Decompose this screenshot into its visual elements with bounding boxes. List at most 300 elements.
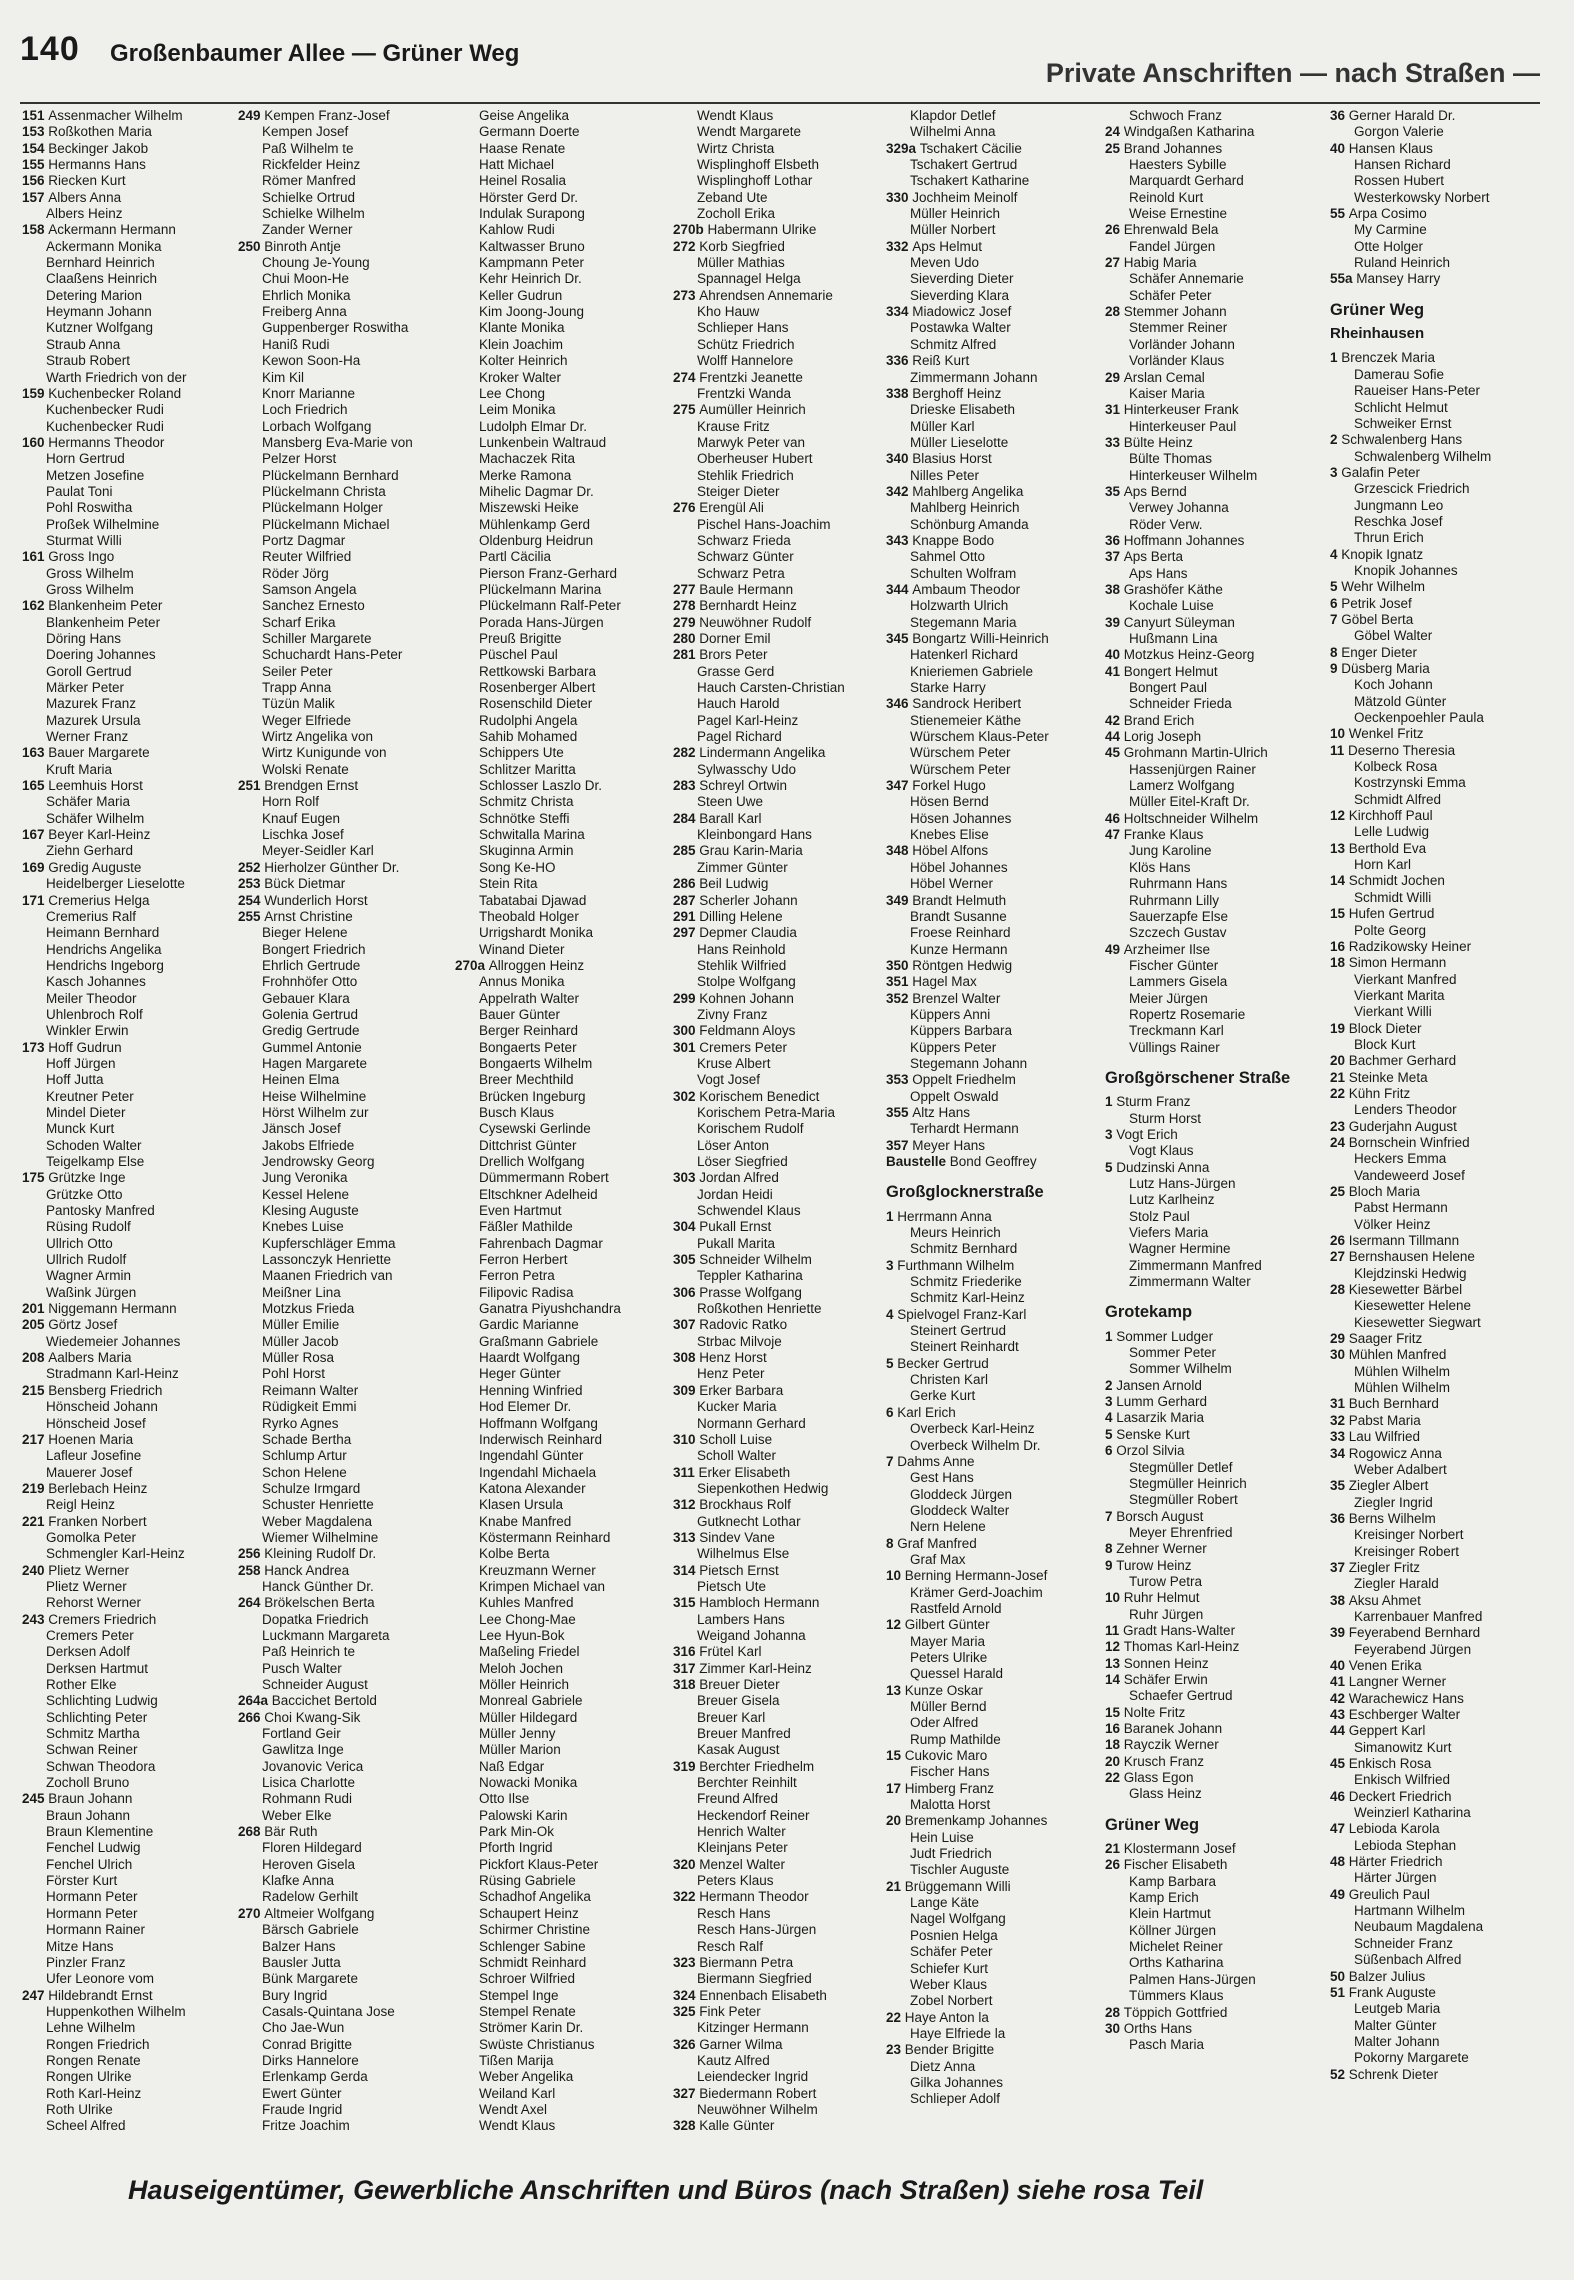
directory-entry (673, 1350, 888, 1366)
resident-name: Schmitz Christa (479, 794, 574, 810)
resident-name: Gutknecht Lothar (697, 1513, 801, 1529)
resident-name: Herrmann Anna (897, 1208, 992, 1224)
resident-name: Frank Auguste (1348, 1984, 1436, 2000)
directory-entry (1330, 1053, 1545, 1069)
resident-name: Schade Bertha (262, 1431, 352, 1447)
directory-entry (238, 762, 453, 778)
house-number: 51 (1330, 1984, 1349, 2000)
directory-entry (886, 1977, 1101, 1993)
resident-name: Orths Hans (1123, 2020, 1193, 2036)
directory-entry (673, 647, 888, 663)
house-number: 326 (673, 2036, 700, 2052)
resident-name: Sahmel Otto (910, 549, 986, 565)
resident-name: Lunkenbein Waltraud (479, 434, 607, 450)
resident-name: Sieverding Klara (910, 287, 1010, 303)
directory-entry (1330, 1658, 1545, 1674)
resident-name: Karrenbauer Manfred (1354, 1608, 1483, 1624)
directory-entry (673, 500, 888, 516)
directory-entry (238, 1775, 453, 1791)
directory-entry (1105, 549, 1320, 565)
resident-name: Dirks Hannelore (262, 2052, 359, 2068)
resident-name: Reimann Walter (262, 1382, 359, 1398)
directory-entry (673, 991, 888, 1007)
directory-entry (238, 255, 453, 271)
directory-entry (1105, 141, 1320, 157)
resident-name: Stemmer Johann (1123, 304, 1227, 320)
directory-entry (673, 402, 888, 418)
directory-entry (455, 451, 670, 467)
resident-name: Schuchardt Hans-Peter (262, 647, 403, 663)
house-number: 28 (1105, 304, 1124, 320)
resident-name: Wendt Axel (479, 2101, 548, 2117)
house-number: 167 (22, 827, 49, 843)
resident-name: Schlump Artur (262, 1448, 347, 1464)
directory-entry (673, 1955, 888, 1971)
resident-name: Floren Hildegard (262, 1840, 362, 1856)
directory-entry (238, 190, 453, 206)
resident-name: Rastfeld Arnold (910, 1600, 1002, 1616)
directory-entry (238, 451, 453, 467)
resident-name: Brand Erich (1123, 712, 1195, 728)
house-number: 41 (1105, 663, 1124, 679)
directory-entry (886, 1225, 1101, 1241)
directory-entry (1105, 1688, 1320, 1704)
resident-name: Bieger Helene (262, 925, 348, 941)
house-number: 16 (1105, 1721, 1124, 1736)
directory-entry (22, 1268, 237, 1284)
directory-entry (1105, 794, 1320, 810)
house-number: 205 (22, 1317, 49, 1333)
directory-entry (673, 598, 888, 614)
directory-entry (673, 974, 888, 990)
house-number: 7 (886, 1453, 898, 1469)
directory-entry (22, 2118, 237, 2134)
resident-name: Lischka Josef (262, 827, 344, 843)
house-number: 40 (1330, 1657, 1349, 1673)
directory-entry (238, 1187, 453, 1203)
directory-entry (1330, 124, 1545, 140)
resident-name: Aps Hans (1129, 565, 1188, 581)
resident-name: Gross Wilhelm (46, 581, 134, 597)
directory-entry (238, 1105, 453, 1121)
directory-entry (1330, 1495, 1545, 1511)
resident-name: Depmer Claudia (699, 925, 797, 941)
directory-entry (1330, 596, 1545, 612)
resident-name: Schlicht Helmut (1354, 399, 1448, 415)
resident-name: Leutgeb Maria (1354, 2001, 1441, 2017)
directory-entry (455, 1366, 670, 1382)
resident-name: Vorländer Klaus (1129, 353, 1225, 369)
house-number: 3 (1330, 464, 1342, 480)
resident-name: Biedermann Robert (699, 2085, 817, 2101)
directory-entry (238, 1726, 453, 1742)
directory-entry (22, 1906, 237, 1922)
resident-name: Schaupert Heinz (479, 1905, 579, 1921)
resident-name: Schulten Wolfram (910, 565, 1017, 581)
resident-name: Hoff Jutta (46, 1072, 104, 1088)
resident-name: Weber Adalbert (1354, 1461, 1447, 1477)
directory-entry (22, 1726, 237, 1742)
resident-name: Plückelmann Michael (262, 516, 390, 532)
resident-name: Hösen Johannes (910, 810, 1012, 826)
directory-entry (1105, 958, 1320, 974)
directory-entry (455, 909, 670, 925)
directory-entry (22, 255, 237, 271)
resident-name: Baranek Johann (1123, 1721, 1223, 1736)
directory-entry (1105, 876, 1320, 892)
directory-entry (455, 893, 670, 909)
directory-entry (1330, 2067, 1545, 2083)
directory-entry (22, 1759, 237, 1775)
directory-entry (238, 533, 453, 549)
resident-name: Korischem Rudolf (697, 1121, 804, 1137)
section-title: Private Anschriften — nach Straßen — (1045, 58, 1540, 88)
directory-entry (238, 1007, 453, 1023)
directory-entry (673, 1840, 888, 1856)
resident-name: Treckmann Karl (1129, 1023, 1224, 1039)
directory-entry (455, 141, 670, 157)
resident-name: Orzol Silvia (1116, 1443, 1185, 1459)
directory-entry (673, 615, 888, 631)
directory-entry (1330, 547, 1545, 563)
resident-name: Buch Bernhard (1348, 1396, 1439, 1412)
directory-entry (1105, 991, 1320, 1007)
resident-name: Jochheim Meinolf (912, 189, 1018, 205)
resident-name: Scherler Johann (699, 892, 798, 908)
resident-name: Schäfer Maria (46, 794, 131, 810)
house-number: 266 (238, 1709, 265, 1725)
house-number: 18 (1330, 955, 1349, 971)
resident-name: Greulich Paul (1348, 1886, 1430, 1902)
resident-name: Bär Ruth (264, 1824, 318, 1840)
directory-entry (886, 419, 1101, 435)
resident-name: Koch Johann (1354, 677, 1433, 693)
directory-entry (22, 1138, 237, 1154)
resident-name: Hendrichs Ingeborg (46, 957, 164, 973)
directory-entry (673, 337, 888, 353)
directory-entry (22, 860, 237, 876)
directory-entry (1330, 1347, 1545, 1363)
house-number: 45 (1330, 1756, 1349, 1772)
directory-entry (238, 2086, 453, 2102)
directory-entry (1330, 1919, 1545, 1935)
directory-entry (22, 1301, 237, 1317)
directory-entry (238, 925, 453, 941)
directory-entry (1330, 939, 1545, 955)
resident-name: Strbac Milvoje (697, 1333, 782, 1349)
resident-name: Wendt Klaus (479, 2118, 556, 2134)
house-number: 8 (1105, 1541, 1117, 1557)
resident-name: Kehr Heinrich Dr. (479, 271, 582, 287)
resident-name: Kuchenbecker Roland (48, 385, 182, 401)
house-number: 38 (1105, 581, 1124, 597)
directory-entry (673, 566, 888, 582)
resident-name: Horn Gertrud (46, 451, 125, 467)
house-number: 6 (886, 1404, 898, 1420)
resident-name: Berthold Eva (1348, 840, 1427, 856)
house-number: 171 (22, 892, 49, 908)
resident-name: Fischer Elisabeth (1123, 1857, 1228, 1873)
resident-name: Sommer Peter (1129, 1345, 1217, 1361)
directory-entry (238, 1988, 453, 2004)
resident-name: Hod Elemer Dr. (479, 1399, 572, 1415)
resident-name: Schäfer Erwin (1123, 1671, 1208, 1687)
resident-name: Detering Marion (46, 287, 143, 303)
directory-entry (886, 942, 1101, 958)
resident-name: Geppert Karl (1348, 1723, 1426, 1739)
directory-entry (22, 222, 237, 238)
directory-entry (22, 615, 237, 631)
directory-entry (238, 1089, 453, 1105)
house-number: 13 (1330, 840, 1349, 856)
directory-entry (22, 925, 237, 941)
directory-entry (1105, 386, 1320, 402)
directory-entry (673, 745, 888, 761)
directory-entry (455, 337, 670, 353)
resident-name: Wunderlich Horst (264, 892, 368, 908)
directory-entry (455, 2020, 670, 2036)
resident-name: Hauch Carsten-Christian (697, 680, 845, 696)
directory-entry (886, 1993, 1101, 2009)
directory-entry (1105, 827, 1320, 843)
directory-entry (886, 1911, 1101, 1927)
directory-entry (238, 1808, 453, 1824)
directory-entry (673, 1873, 888, 1889)
resident-name: Park Min-Ok (479, 1824, 555, 1840)
resident-name: Pforth Ingrid (479, 1840, 553, 1856)
resident-name: Plückelmann Marina (479, 581, 602, 597)
house-number: 243 (22, 1611, 49, 1627)
house-number: 6 (1105, 1443, 1117, 1459)
directory-entry (22, 2086, 237, 2102)
directory-entry (238, 435, 453, 451)
directory-entry (455, 1285, 670, 1301)
directory-entry (1105, 1786, 1320, 1802)
directory-entry (238, 2118, 453, 2134)
directory-entry (1330, 190, 1545, 206)
resident-name: Ehrenwald Bela (1123, 222, 1219, 238)
resident-name: Pantosky Manfred (46, 1203, 155, 1219)
house-number: 40 (1330, 140, 1349, 156)
directory-entry (886, 1634, 1101, 1650)
resident-name: Stehlik Wilfried (697, 957, 787, 973)
directory-entry (1330, 1102, 1545, 1118)
resident-name: Meyer-Seidler Karl (262, 843, 374, 859)
directory-entry (886, 108, 1101, 124)
directory-entry (1330, 1168, 1545, 1184)
house-number: 160 (22, 434, 49, 450)
house-number: 314 (673, 1562, 700, 1578)
resident-name: Albers Anna (48, 189, 122, 205)
street-heading: Großglocknerstraße (886, 1183, 1044, 1202)
directory-entry (886, 1961, 1101, 1977)
directory-entry (238, 386, 453, 402)
directory-entry (1105, 1705, 1320, 1721)
resident-name: Erker Elisabeth (698, 1464, 791, 1480)
resident-name: Riecken Kurt (48, 173, 126, 189)
resident-name: Henz Horst (699, 1350, 767, 1366)
directory-entry (455, 1170, 670, 1186)
resident-name: Palowski Karin (479, 1807, 568, 1823)
resident-name: Schwarz Günter (697, 549, 794, 565)
column-7 (1330, 108, 1545, 2083)
resident-name: Rayczik Werner (1123, 1737, 1219, 1753)
resident-name: Casals-Quintana Jose (262, 2003, 395, 2019)
resident-name: Bülte Heinz (1123, 434, 1193, 450)
house-number: 324 (673, 1987, 700, 2003)
resident-name: Berns Wilhelm (1348, 1510, 1436, 1526)
house-number: 299 (673, 990, 700, 1006)
resident-name: Block Kurt (1354, 1036, 1416, 1052)
house-number: 346 (886, 696, 913, 712)
resident-name: Biermann Siegfried (697, 1971, 812, 1987)
resident-name: Fink Peter (699, 2003, 761, 2019)
directory-entry (22, 909, 237, 925)
directory-entry (1105, 1841, 1320, 1857)
resident-name: Kiesewetter Bärbel (1348, 1282, 1463, 1298)
directory-entry (1105, 909, 1320, 925)
house-number: 153 (22, 124, 49, 140)
directory-entry (1105, 745, 1320, 761)
directory-entry (455, 1007, 670, 1023)
resident-name: Venen Erika (1348, 1657, 1422, 1673)
directory-entry (238, 1416, 453, 1432)
directory-entry (1105, 598, 1320, 614)
resident-name: Drieske Elisabeth (910, 402, 1016, 418)
resident-name: Beckinger Jakob (48, 140, 149, 156)
directory-entry (886, 1089, 1101, 1105)
directory-entry (238, 1955, 453, 1971)
resident-name: Schon Helene (262, 1464, 347, 1480)
column-4 (673, 108, 888, 2135)
directory-entry (455, 680, 670, 696)
directory-entry (886, 124, 1101, 140)
directory-entry (673, 288, 888, 304)
resident-name: Klesing Auguste (262, 1203, 359, 1219)
resident-name: Schmengler Karl-Heinz (46, 1546, 185, 1562)
house-number: 36 (1330, 108, 1349, 123)
resident-name: Frentzki Wanda (697, 385, 792, 401)
house-number: 12 (886, 1617, 905, 1633)
resident-name: Klafke Anna (262, 1873, 335, 1889)
directory-entry (1330, 1151, 1545, 1167)
directory-entry (455, 631, 670, 647)
house-number: 154 (22, 140, 49, 156)
house-number: 46 (1105, 810, 1124, 826)
resident-name: Stempel Inge (479, 1987, 559, 2003)
resident-name: Schäfer Annemarie (1129, 271, 1244, 287)
directory-entry (673, 1465, 888, 1481)
directory-entry (673, 778, 888, 794)
directory-entry (22, 2004, 237, 2020)
directory-entry (22, 1252, 237, 1268)
resident-name: Nowacki Monika (479, 1775, 578, 1791)
resident-name: Schmidt Reinhard (479, 1954, 587, 1970)
house-number: 42 (1330, 1690, 1349, 1706)
resident-name: Gebauer Klara (262, 990, 350, 1006)
directory-entry (673, 1252, 888, 1268)
directory-entry (1105, 500, 1320, 516)
resident-name: Bausler Jutta (262, 1954, 341, 1970)
resident-name: Plietz Werner (46, 1578, 127, 1594)
resident-name: Kirchhoff Paul (1348, 808, 1433, 824)
directory-entry (1105, 222, 1320, 238)
resident-name: Pagel Karl-Heinz (697, 712, 799, 728)
house-number: 328 (673, 2118, 700, 2134)
resident-name: Winkler Erwin (46, 1023, 129, 1039)
directory-entry (673, 484, 888, 500)
resident-name: Lebioda Karola (1348, 1821, 1440, 1837)
resident-name: Erker Barbara (699, 1382, 784, 1398)
resident-name: Steinert Gertrud (910, 1323, 1007, 1339)
directory-entry (22, 1939, 237, 1955)
resident-name: Weber Magdalena (262, 1513, 373, 1529)
resident-name: Bornschein Winfried (1348, 1134, 1470, 1150)
directory-entry (238, 745, 453, 761)
directory-entry (238, 1252, 453, 1268)
house-number: 22 (886, 2009, 905, 2025)
resident-name: Hassenjürgen Rainer (1129, 761, 1256, 777)
resident-name: Ruhr Jürgen (1129, 1606, 1204, 1622)
directory-entry (1330, 1282, 1545, 1298)
directory-entry (1330, 239, 1545, 255)
house-number: 17 (886, 1780, 905, 1796)
directory-entry (673, 2069, 888, 2085)
resident-name: Luckmann Margareta (262, 1627, 390, 1643)
resident-name: Schlosser Laszlo Dr. (479, 778, 603, 794)
resident-name: Oder Alfred (910, 1715, 979, 1731)
directory-entry (673, 141, 888, 157)
directory-entry (455, 942, 670, 958)
resident-name: Mansberg Eva-Marie von (262, 434, 413, 450)
resident-name: Weinzierl Katharina (1354, 1805, 1471, 1821)
directory-entry (1330, 1985, 1545, 2001)
directory-entry (455, 1514, 670, 1530)
directory-entry (238, 222, 453, 238)
directory-entry (1330, 1364, 1545, 1380)
resident-name: Feldmann Aloys (699, 1023, 796, 1039)
directory-entry (673, 157, 888, 173)
directory-entry (1330, 1527, 1545, 1543)
directory-entry (1330, 1805, 1545, 1821)
directory-entry (886, 484, 1101, 500)
resident-name: Strömer Karin Dr. (479, 2020, 584, 2036)
directory-entry (1330, 1266, 1545, 1282)
resident-name: Neuwöhner Wilhelm (697, 2101, 818, 2117)
resident-name: Grützke Inge (48, 1170, 126, 1186)
directory-entry (886, 958, 1101, 974)
resident-name: Kleining Rudolf Dr. (264, 1546, 377, 1562)
house-number: 13 (886, 1682, 905, 1698)
resident-name: Pukall Ernst (699, 1219, 772, 1235)
directory-entry (455, 1661, 670, 1677)
directory-entry (238, 239, 453, 255)
resident-name: Roßkothen Henriette (697, 1301, 822, 1317)
directory-entry (1330, 255, 1545, 271)
resident-name: Stradmann Karl-Heinz (46, 1366, 179, 1382)
directory-entry (1330, 873, 1545, 889)
directory-entry (886, 337, 1101, 353)
resident-name: Vogt Erich (1116, 1126, 1178, 1142)
directory-entry (455, 1530, 670, 1546)
house-number: 272 (673, 238, 700, 254)
directory-entry (886, 729, 1101, 745)
directory-entry (886, 1666, 1101, 1682)
directory-entry (1330, 1756, 1545, 1772)
house-number: 48 (1330, 1854, 1349, 1870)
resident-name: Mazurek Ursula (46, 712, 141, 728)
resident-name: Ehrlich Gertrude (262, 957, 361, 973)
